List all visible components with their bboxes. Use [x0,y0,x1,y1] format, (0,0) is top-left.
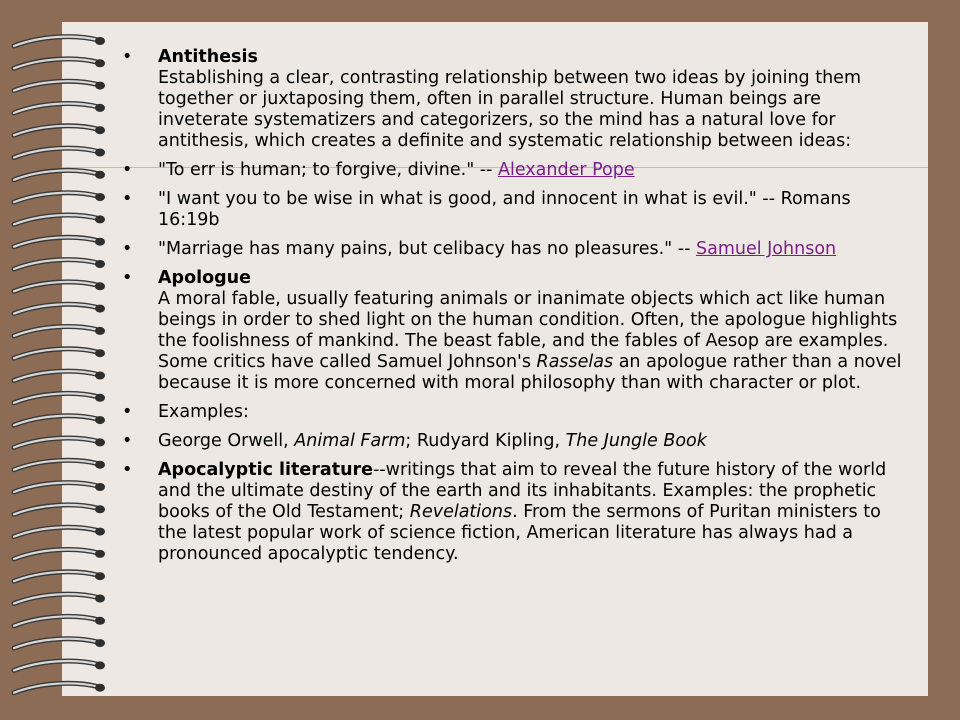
description-part: A moral fable, usually featuring animals or inanimate objects which act like human beings in order to shed light on the human condition. Often, the apologue highlights the foolishness of mankind. The beast fable, and the fables of Aesop are examples. Some critics have called Samuel Johnson's [158,289,898,372]
description-part: --writings that aim to reveal the future history of the world and the ultimate destiny of the earth and its inhabitants. Examples: the prophetic books of the Old Testament; [158,460,887,522]
spiral-coil [14,170,105,179]
spiral-coil [14,661,105,670]
list-item [120,268,910,394]
list-item [120,402,910,423]
title-italic: Rasselas [536,352,614,372]
term-heading: Apocalyptic literature [158,460,374,480]
spiral-coil [14,104,105,113]
list-item [120,431,910,452]
spiral-coil [14,572,105,581]
author-link-pope[interactable]: Alexander Pope [498,160,635,180]
title-italic: The Jungle Book [565,431,707,451]
title-italic: Revelations [409,502,513,522]
description-part: . From the sermons of Puritan ministers to the latest popular work of science fiction, American literature has always had a pronounced apocalyptic tendency. [158,502,881,564]
list-item [120,160,910,181]
spiral-coil [14,37,105,46]
example-text: George Orwell, [158,431,295,451]
spiral-coil [14,349,105,358]
quote-text: "I want you to be wise in what is good, and innocent in what is evil." -- Romans 16:19b [158,189,851,230]
glossary-content [120,47,910,573]
spiral-coil [14,193,105,202]
term-description [158,289,910,394]
examples-label: Examples: [158,402,249,422]
term-heading: Antithesis [158,47,258,67]
term-description: Establishing a clear, contrasting relationship between two ideas by joining them together or juxtaposing them, often in parallel structure. Human beings are inveterate systematizers and categorizers, so the mind has a natural love for antithesis, which creates a definite and systematic relationship between ideas: [158,68,861,151]
glossary-list [120,47,910,565]
title-italic: Animal Farm [294,431,406,451]
spiral-coil [14,527,105,536]
list-item [120,239,910,260]
spiral-coil [14,126,105,135]
spiral-coil [14,237,105,246]
spiral-coil [14,304,105,313]
spiral-coil [14,215,105,224]
spiral-coil [14,327,105,336]
spiral-coil [14,460,105,469]
spiral-binding [0,0,120,720]
list-item [120,189,910,231]
spiral-coil [14,416,105,425]
spiral-coil [14,505,105,514]
spiral-coil [14,639,105,648]
spiral-coil [14,438,105,447]
term-heading: Apologue [158,268,251,288]
spiral-coil [14,594,105,603]
spiral-coil [14,393,105,402]
description-part: an apologue rather than a novel because it is more concerned with moral philosophy than with character or plot. [158,352,902,393]
spiral-coil [14,550,105,559]
spiral-coil [14,282,105,291]
spiral-coil [14,683,105,692]
spiral-coil [14,81,105,90]
spiral-coil [14,260,105,269]
spiral-coil [14,148,105,157]
quote-text: "To err is human; to forgive, divine." -- [158,160,499,180]
spiral-coil [14,371,105,380]
quote-text: "Marriage has many pains, but celibacy has no pleasures." -- [158,239,696,259]
example-text: ; Rudyard Kipling, [405,431,566,451]
list-item [120,460,910,565]
spiral-coil [14,483,105,492]
list-item [120,47,910,152]
spiral-coil [14,616,105,625]
spiral-coil [14,59,105,68]
author-link-johnson[interactable]: Samuel Johnson [695,239,837,259]
